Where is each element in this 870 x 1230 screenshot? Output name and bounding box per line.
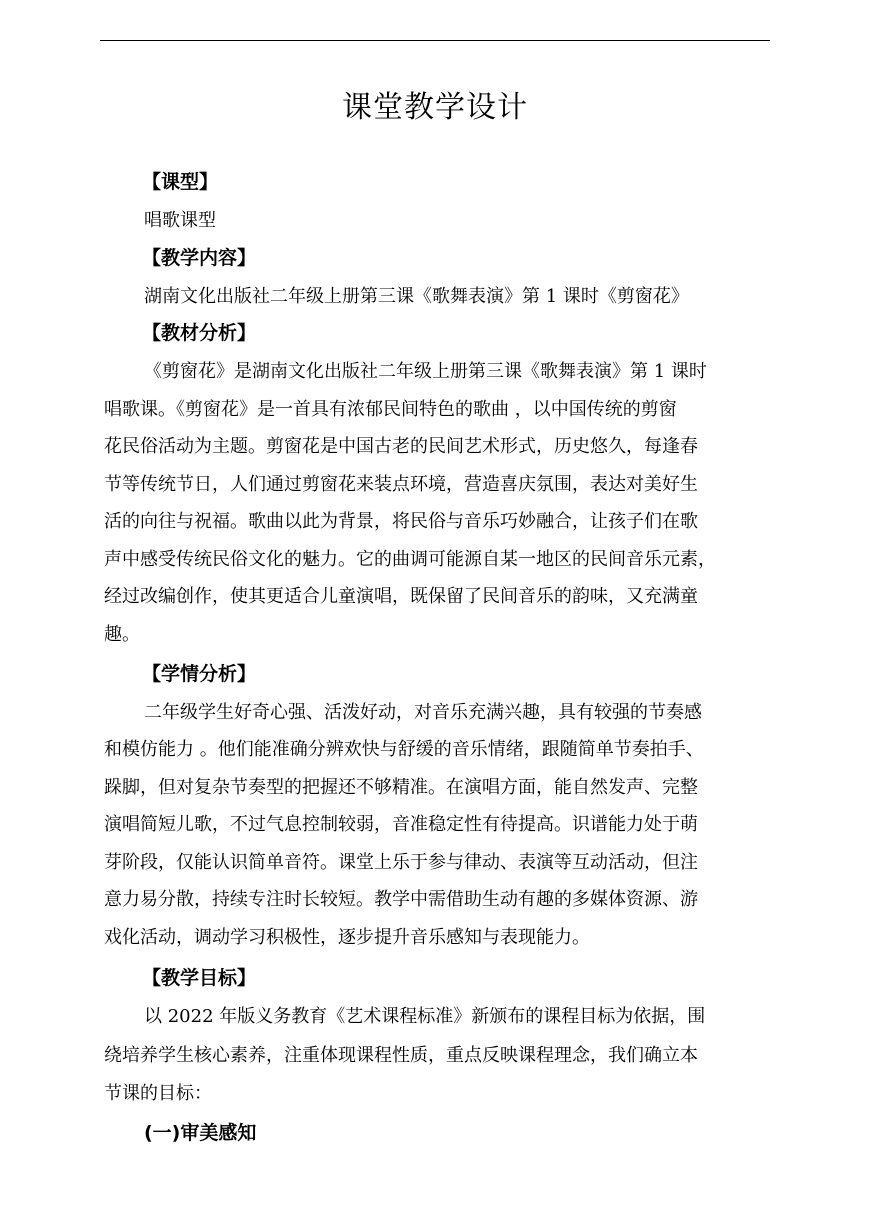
student-line: 二年级学生好奇心强、活泼好动，对音乐充满兴趣，具有较强的节奏感 bbox=[144, 702, 702, 723]
material-line: 花民俗活动为主题。剪窗花是中国古老的民间艺术形式，历史悠久，每逢春 bbox=[104, 436, 698, 457]
heading-objectives: 【教学目标】 bbox=[142, 967, 257, 989]
lesson-type-text: 唱歌课型 bbox=[144, 210, 216, 231]
material-line: 《剪窗花》是湖南文化出版社二年级上册第三课《歌舞表演》第 1 课时 bbox=[144, 361, 707, 382]
material-line: 活的向往与祝福。歌曲以此为背景，将民俗与音乐巧妙融合，让孩子们在歌 bbox=[104, 511, 698, 532]
student-line: 戏化活动，调动学习积极性，逐步提升音乐感知与表现能力。 bbox=[104, 927, 590, 948]
heading-lesson-type: 【课型】 bbox=[142, 171, 219, 193]
student-line: 和模仿能力 。他们能准确分辨欢快与舒缓的音乐情绪，跟随简单节奏拍手、 bbox=[104, 739, 704, 760]
subheading-aesthetic-perception: (一)审美感知 bbox=[144, 1122, 257, 1144]
heading-content: 【教学内容】 bbox=[142, 247, 257, 269]
objectives-line: 节课的目标： bbox=[104, 1083, 212, 1104]
material-line: 唱歌课。《剪窗花》是一首具有浓郁民间特色的歌曲 ，以中国传统的剪窗 bbox=[104, 399, 677, 420]
student-line: 演唱简短儿歌，不过气息控制较弱，音准稳定性有待提高。识谱能力处于萌 bbox=[104, 814, 698, 835]
student-line: 跺脚，但对复杂节奏型的把握还不够精准。在演唱方面，能自然发声、完整 bbox=[104, 777, 698, 798]
objectives-line: 绕培养学生核心素养，注重体现课程性质，重点反映课程理念，我们确立本 bbox=[104, 1045, 698, 1066]
heading-student-analysis: 【学情分析】 bbox=[142, 663, 257, 685]
material-line: 节等传统节日，人们通过剪窗花来装点环境，营造喜庆氛围，表达对美好生 bbox=[104, 474, 698, 495]
page-title: 课堂教学设计 bbox=[342, 90, 528, 125]
objectives-line: 以 2022 年版义务教育《艺术课程标准》新颁布的课程目标为依据，围 bbox=[144, 1006, 706, 1027]
material-line: 经过改编创作，使其更适合儿童演唱，既保留了民间音乐的韵味，又充满童 bbox=[104, 586, 698, 607]
header-rule bbox=[100, 40, 770, 41]
material-line: 声中感受传统民俗文化的魅力。它的曲调可能源自某一地区的民间音乐元素， bbox=[104, 549, 716, 570]
student-line: 意力易分散，持续专注时长较短。教学中需借助生动有趣的多媒体资源、游 bbox=[104, 889, 698, 910]
student-line: 芽阶段，仅能认识简单音符。课堂上乐于参与律动、表演等互动活动，但注 bbox=[104, 852, 698, 873]
heading-material-analysis: 【教材分析】 bbox=[142, 322, 257, 344]
content-text: 湖南文化出版社二年级上册第三课《歌舞表演》第 1 课时《剪窗花》 bbox=[144, 286, 689, 307]
material-line: 趣。 bbox=[104, 624, 140, 645]
